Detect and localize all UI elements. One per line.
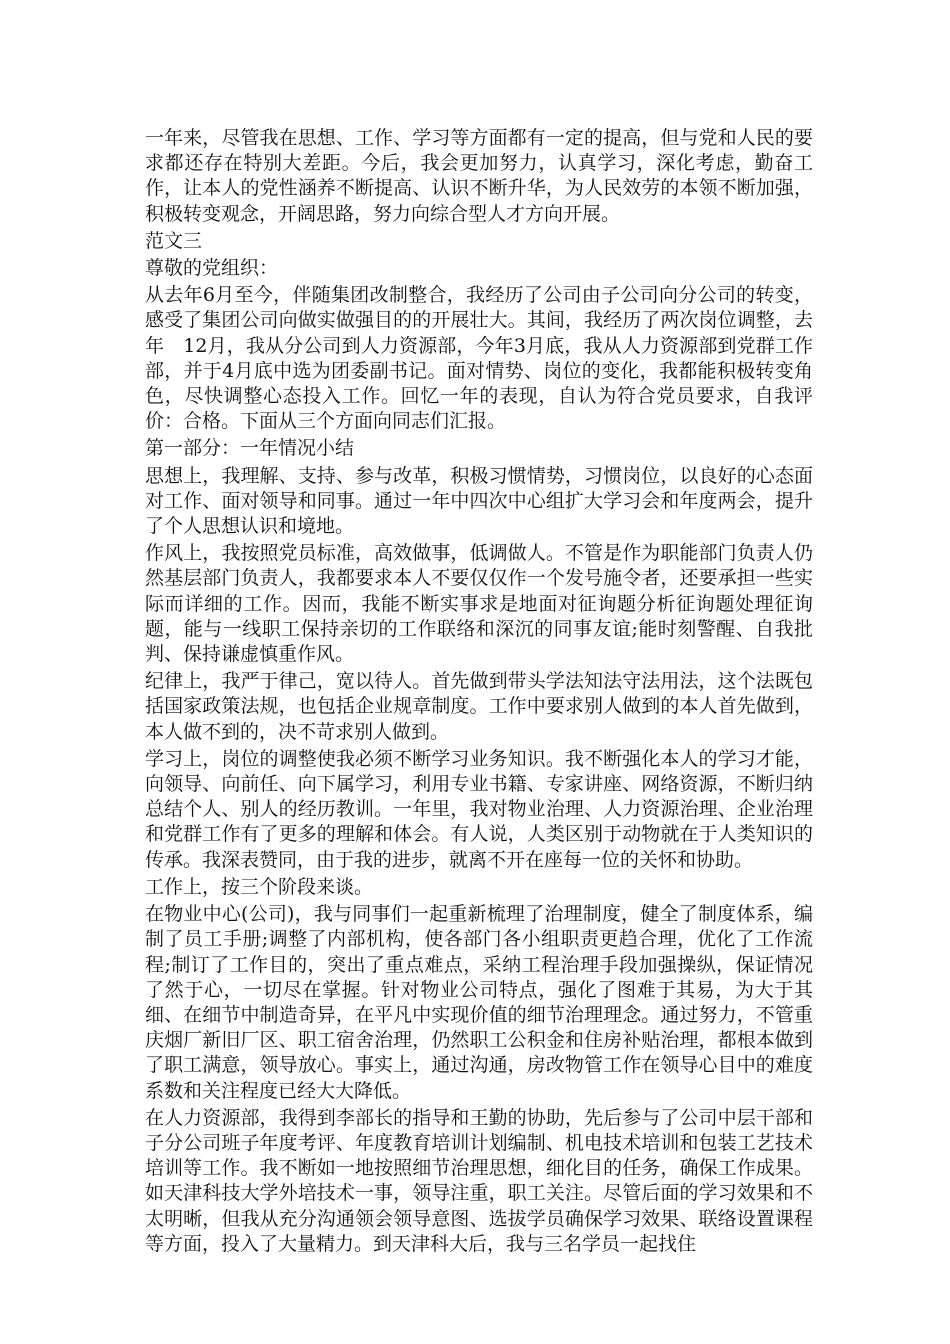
paragraph-discipline: 纪律上，我严于律己，宽以待人。首先做到带头学法知法守法用法，这个法既包括国家政策法规，也包括企业规章制度。工作中要求别人做到的本人首先做到，本人做不到的，决不苛求别人做到。 xyxy=(145,670,813,743)
paragraph-thought: 思想上，我理解、支持、参与改革，积极习惯情势，习惯岗位，以良好的心态面对工作、面对领导和同事。通过一年中四次中心组扩大学习会和年度两会，提升了个人思想认识和境地。 xyxy=(145,464,813,538)
paragraph-introduction: 从去年6月至今，伴随集团改制整合，我经历了公司由子公司向分公司的转变，感受了集团公司向做实做强目的的开展壮大。其间，我经历了两次岗位调整，去年 12月，我从分公司到人力资源部，今年3月底，我从人力资源部到党群工作部，并于4月底中选为团委副书记。面对情势、岗位的变化，我都能积极转变角色，尽快调整心态投入工作。回忆一年的表现，自认为符合党员要求，自我评价：合格。下面从三个方面向同志们汇报。 xyxy=(145,284,813,433)
paragraph-human-resources: 在人力资源部，我得到李部长的指导和王勤的协助，先后参与了公司中层干部和子分公司班子年度考评、年度教育培训计划编制、机电技术培训和包装工艺技术培训等工作。我不断如一地按照细节治理思想，细化目的任务，确保工作成果。如天津科技大学外培技术一事，领导注重，职工关注。尽管后面的学习效果和不太明晰，但我从充分沟通领会领导意图、选拔学员确保学习效果、联络设置课程等方面，投入了大量精力。到天津科大后，我与三名学员一起找住 xyxy=(145,1106,813,1255)
paragraph-property-center: 在物业中心(公司)，我与同事们一起重新梳理了治理制度，健全了制度体系，编制了员工手册;调整了内部机构，使各部门各小组职责更趋合理，优化了工作流程;制订了工作目的，突出了重点难点，采纳工程治理手段加强操纵，保证情况了然于心，一切尽在掌握。针对物业公司特点，强化了图难于其易，为大于其细、在细节中制造奇异，在平凡中实现价值的细节治理理念。通过努力，不管重庆烟厂新旧厂区、职工宿舍治理，仍然职工公积金和住房补贴治理，都根本做到了职工满意，领导放心。事实上，通过沟通，房改物管工作在领导心目中的难度系数和关注程度已经大大降低。 xyxy=(145,903,813,1102)
paragraph-work-intro: 工作上，按三个阶段来谈。 xyxy=(145,875,374,898)
section-heading-sample-three: 范文三 xyxy=(145,229,203,252)
part-one-heading: 第一部分：一年情况小结 xyxy=(145,437,355,460)
paragraph-summary-conclusion: 一年来，尽管我在思想、工作、学习等方面都有一定的提高，但与党和人民的要求都还存在特别大差距。今后，我会更加努力，认真学习，深化考虑，勤奋工作，让本人的党性涵养不断提高、认识不断升华，为人民效劳的本领不断加强，积极转变观念，开阔思路，努力向综合型人才方向开展。 xyxy=(145,127,813,225)
paragraph-study: 学习上，岗位的调整使我必须不断学习业务知识。我不断强化本人的学习才能，向领导、向前任、向下属学习，利用专业书籍、专家讲座、网络资源，不断归纳总结个人、别人的经历教训。一年里，我对物业治理、人力资源治理、企业治理和党群工作有了更多的理解和体会。有人说，人类区别于动物就在于人类知识的传承。我深表赞同，由于我的进步，就离不开在座每一位的关怀和协助。 xyxy=(145,747,813,871)
paragraph-work-style: 作风上，我按照党员标准，高效做事，低调做人。不管是作为职能部门负责人仍然基层部门负责人，我都要求本人不要仅仅作一个发号施令者，还要承担一些实际而详细的工作。因而，我能不断实事求是地面对征询题分析征询题处理征询题，能与一线职工保持亲切的工作联络和深沉的同事友谊;能时刻警醒、自我批判、保持谦虚慎重作风。 xyxy=(145,542,813,666)
salutation: 尊敬的党组织： xyxy=(145,257,279,280)
document-body xyxy=(145,126,813,1257)
